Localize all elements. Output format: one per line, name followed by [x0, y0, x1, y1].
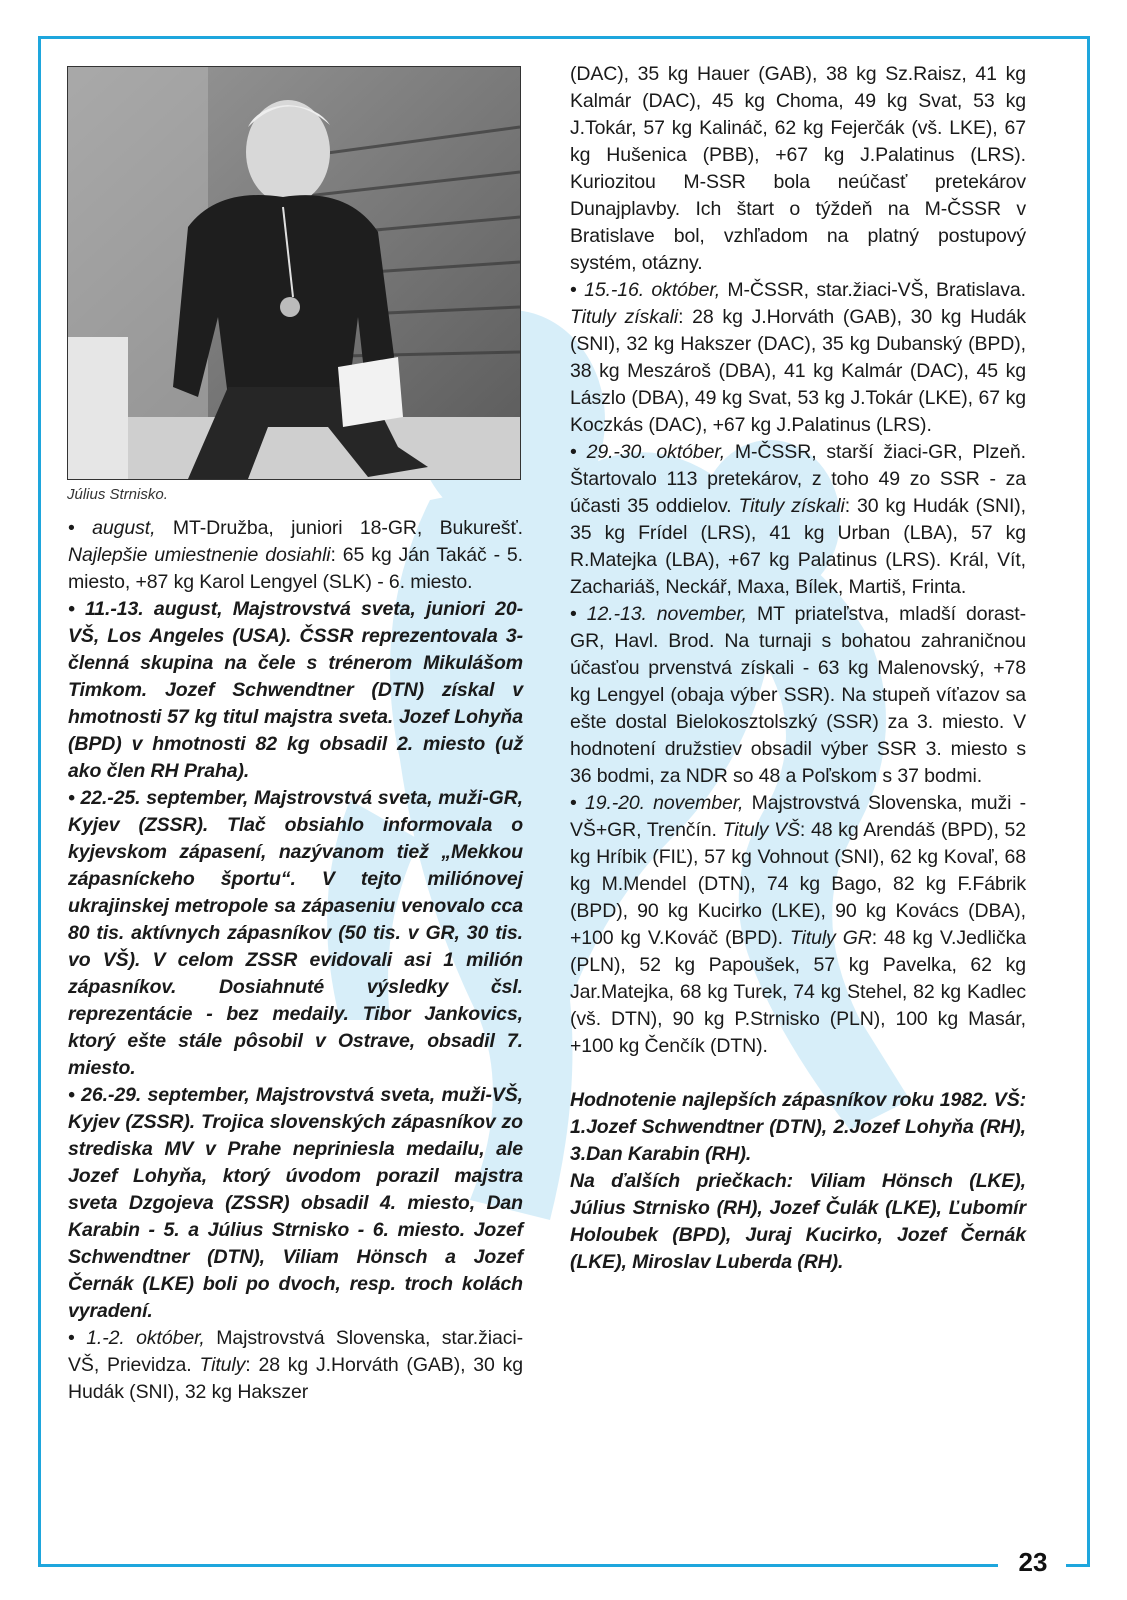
text-run: 15.-16. október,	[584, 279, 721, 301]
athlete-photo-image	[68, 67, 520, 479]
text-run: Majstrovstvá Slovenska, star.žiaci-VŠ, Prievidza.	[68, 1327, 523, 1376]
text-run: • 26.-29. september, Majstrovstvá sveta, muži-VŠ, Kyjev (ZSSR). Trojica slovenských zápasníkov zo strediska MV v Prahe nepriniesla medailu, ale Jozef Lohyňa, ktorý úvodom porazil majstra sveta Dzgojeva (ZSSR) obsadil 4. miesto, Dan Karabin - 5. a Július Strnisko - 6. miesto. Jozef Schwendtner (DTN), Viliam Hönsch a Jozef Černák (LKE) boli po dvoch, resp. troch kolách vyradení.	[68, 1084, 523, 1322]
text-run: : 48 kg V.Jedlička (PLN), 52 kg Papoušek, 57 kg Pavelka, 62 kg Jar.Matejka, 68 kg Turek, 74 kg Stehel, 82 kg Kadlec (vš. DTN), 90 kg P.Strnisko (PLN), 100 kg Masár, +100 kg Čenčík (DTN).	[570, 927, 1026, 1057]
paragraph-l2	[68, 596, 523, 785]
text-run: 1.-2. október,	[86, 1327, 205, 1349]
text-run: •	[68, 517, 93, 539]
left-column	[68, 515, 523, 1406]
text-run: •	[570, 603, 587, 625]
paragraph-l1	[68, 515, 523, 596]
text-run: : 30 kg Hudák (SNI), 35 kg Frídel (LRS), 41 kg Urban (LBA), 57 kg R.Matejka (LBA), +67 kg Palatinus (LRS). Král, Vít, Zachariáš, Neckář, Maxa, Bílek, Martiš, Frinta.	[570, 495, 1026, 598]
text-run: •	[68, 1327, 87, 1349]
paragraph-r7	[570, 1168, 1026, 1276]
text-run: Tituly získali	[738, 495, 845, 517]
paragraph-r3	[570, 439, 1026, 601]
paragraph-r1	[570, 61, 1026, 277]
paragraph-l4	[68, 1082, 523, 1325]
athlete-photo	[67, 66, 521, 480]
text-run: Najlepšie umiestnenie dosiahli	[68, 544, 331, 566]
paragraph-l3	[68, 785, 523, 1082]
text-run: M-ČSSR, star.žiaci-VŠ, Bratislava.	[720, 279, 1026, 301]
paragraph-r6	[570, 1087, 1026, 1168]
text-run: Tituly	[199, 1354, 246, 1376]
paragraph-r5	[570, 790, 1026, 1060]
text-run: •	[570, 792, 585, 814]
right-column	[570, 61, 1026, 1276]
text-run: 12.-13. november,	[586, 603, 747, 625]
text-run: : 65 kg Ján Takáč - 5. miesto, +87 kg Karol Lengyel (SLK) - 6. miesto.	[68, 544, 523, 593]
text-run: Tituly získali	[570, 306, 679, 328]
text-run: 19.-20. november,	[584, 792, 744, 814]
text-run: : 28 kg J.Horváth (GAB), 30 kg Hudák (SNI), 32 kg Hakszer (DAC), 35 kg Dubanský (BPD), 38 kg Meszároš (DBA), 41 kg Kalmár (DAC), 45 kg Lászlo (DBA), 49 kg Svat, 53 kg J.Tokár (LKE), 67 kg Koczkás (DAC), +67 kg J.Palatinus (LRS).	[570, 306, 1026, 436]
paragraph-l5	[68, 1325, 523, 1406]
page-frame-bottom	[38, 1564, 998, 1567]
text-run: • 11.-13. august, Majstrovstvá sveta, juniori 20-VŠ, Los Angeles (USA). ČSSR reprezentovala 3-členná skupina na čele s trénerom Mikulášom Timkom. Jozef Schwendtner (DTN) získal v hmotnosti 57 kg titul majstra sveta. Jozef Lohyňa (BPD) v hmotnosti 82 kg obsadil 2. miesto (už ako člen RH Praha).	[68, 598, 523, 782]
paragraph-r2	[570, 277, 1026, 439]
page-frame-bottom-right	[1066, 1564, 1090, 1567]
text-run: Na ďalších priečkach: Viliam Hönsch (LKE), Július Strnisko (RH), Jozef Čulák (LKE), Ľubomír Holoubek (BPD), Juraj Kucirko, Jozef Černák (LKE), Miroslav Luberda (RH).	[570, 1170, 1026, 1273]
text-run: : 48 kg Arendáš (BPD), 52 kg Hríbik (FIĽ), 57 kg Vohnout (SNI), 62 kg Kovaľ, 68 kg M.Mendel (DTN), 74 kg Bago, 82 kg F.Fábrik (BPD), 90 kg Kucirko (LKE), 90 kg Kovács (DBA), +100 kg V.Kováč (BPD).	[570, 819, 1026, 949]
text-run: Tituly VŠ	[722, 819, 800, 841]
text-run: (DAC), 35 kg Hauer (GAB), 38 kg Sz.Raisz, 41 kg Kalmár (DAC), 45 kg Choma, 49 kg Svat, 53 kg J.Tokár, 57 kg Kalináč, 62 kg Fejerčák (vš. LKE), 67 kg Hušenica (PBB), +67 kg J.Palatinus (LRS). Kuriozitou M-SSR bola neúčasť pretekárov Dunajplavby. Ich štart o týždeň na M-ČSSR v Bratislave bol, vzhľadom na platný postupový systém, otázny.	[570, 63, 1026, 274]
page-number: 23	[1002, 1542, 1064, 1582]
text-run: MT priateľstva, mladší dorast-GR, Havl. Brod. Na turnaji s bohatou zahraničnou účasťou prvenstvá získali - 63 kg Malenovský, +78 kg Lengyel (obaja výber SSR). Na stupeň víťazov sa ešte dostal Bielokosztolszký (SSR) za 3. miesto. V hodnotení družstiev obsadil výber SSR 3. miesto s 36 bodmi, za NDR so 48 a Poľskom s 37 bodmi.	[570, 603, 1026, 787]
text-run: •	[570, 441, 587, 463]
text-run: • 22.-25. september, Majstrovstvá sveta, muži-GR, Kyjev (ZSSR). Tlač obsiahlo informovala o kyjevskom zápasení, nazývanom tiež „Mekkou zápasníckeho športu“. V tejto miliónovej ukrajinskej metropole sa zápaseniu venovalo cca 80 tis. aktívnych zápasníkov (50 tis. v GR, 30 tis. vo VŠ). V celom ZSSR evidovali asi 1 milión zápasníkov. Dosiahnuté výsledky čsl. reprezentácie - bez medaily. Tibor Jankovics, ktorý ešte stále pôsobil v Ostrave, obsadil 7. miesto.	[68, 787, 523, 1079]
text-run: •	[570, 279, 585, 301]
text-run: : 28 kg J.Horváth (GAB), 30 kg Hudák (SNI), 32 kg Hakszer	[68, 1354, 523, 1403]
text-run: MT-Družba, juniori 18-GR, Bukurešť.	[155, 517, 523, 539]
text-run: Hodnotenie najlepších zápasníkov roku 1982. VŠ: 1.Jozef Schwendtner (DTN), 2.Jozef Lohyňa (RH), 3.Dan Karabin (RH).	[570, 1089, 1026, 1165]
paragraph-r4	[570, 601, 1026, 790]
text-run: Majstrovstvá Slovenska, muži - VŠ+GR, Trenčín.	[570, 792, 1027, 841]
text-run: august,	[92, 517, 156, 539]
photo-caption: Július Strnisko.	[67, 486, 168, 503]
text-run: Tituly GR	[789, 927, 872, 949]
text-run: M-ČSSR, starší žiaci-GR, Plzeň. Štartovalo 113 pretekárov, z toho 49 zo SSR - za účasti 35 oddielov.	[570, 441, 1026, 517]
text-run: 29.-30. október,	[586, 441, 726, 463]
